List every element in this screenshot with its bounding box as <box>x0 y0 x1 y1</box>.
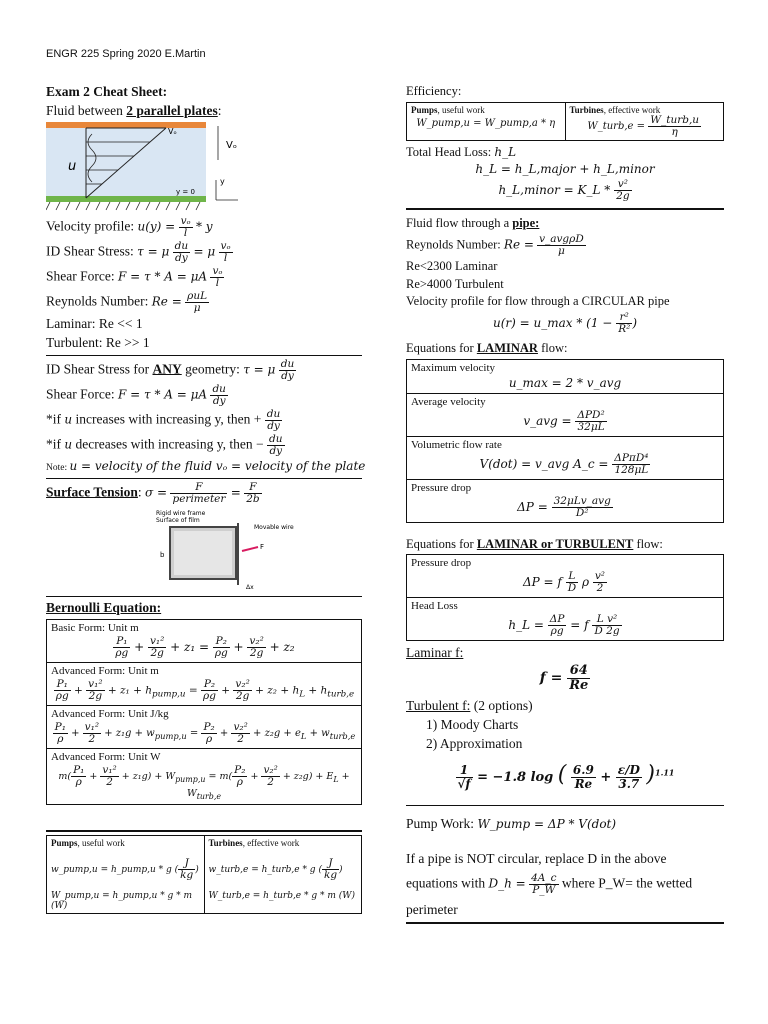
volumetric-flow-row: Volumetric flow rate V(dot) = v_avg A_c = $\frac{\text{ΔPπD⁴}}{128\mu L}$ <box>407 436 723 479</box>
pump-work-eq: Pump Work: W_pump = ΔP * V(dot) <box>406 815 617 831</box>
plate-velocity-label: Vₒ <box>168 126 177 136</box>
divider <box>46 355 362 356</box>
svg-text:Rigid wire frame: Rigid wire frame <box>156 509 206 517</box>
decrease-rule: *if u decreases with increasing y, then − $\frac{du}{dy}$ <box>46 432 283 457</box>
circular-velocity-eq: u(r) = u_max * (1 − $\frac{\text{r²}}{\text{R²}}$ ) <box>492 310 637 335</box>
bernoulli-advanced-jkg: Advanced Form: Unit J/kg $\frac{\text{P₁}}{\rho}$ + $\frac{\text{v₁²}}{2}$ + $z_1g + w_{pump,u}$ = $\frac{\text{P₂}}{\rho}$ + $\frac{\text{v₂²}}{2}$ + $z_2g + e_L + w_{turb,e}$ <box>47 705 361 748</box>
right-column <box>406 82 724 927</box>
origin-label: y = 0 <box>176 187 195 196</box>
svg-text:Surface of film: Surface of film <box>156 516 200 524</box>
total-head-loss-eq: h_L = h_L,major + h_L,minor <box>475 162 655 177</box>
divider <box>46 478 362 479</box>
sheet-title: Exam 2 Cheat Sheet: <box>46 84 168 99</box>
laminar-equations-box <box>406 359 724 523</box>
noncircular-note-2: equations with D_h = $\frac{4A\_c}{P\_W}$ where P_W= the wetted <box>406 872 693 897</box>
parallel-plates-heading: Fluid between 2 parallel plates: <box>46 102 222 118</box>
pipe-reynolds-eq: Reynolds Number: Re = $\frac{\text{v\_avgρD}}{\mu}$ <box>406 232 584 257</box>
lam-turb-equations-heading: Equations for LAMINAR or TURBULENT flow: <box>406 536 663 551</box>
haaland-eq: $\frac{1}{√f}$ = −1.8 log ( $\frac{6.9}{Re}$ + $\frac{\varepsilon/D}{3.7}$ )$^{1.11}$ <box>457 762 675 792</box>
wire-frame-diagram <box>46 507 362 593</box>
minor-head-loss-eq: h_L,minor = K_L * $\frac{\text{v²}}{2g}$ <box>498 178 630 203</box>
bernoulli-advanced-w: Advanced Form: Unit W m( $\frac{\text{P₁}}{\rho}$ + $\frac{\text{v₁²}}{2}$ + $z_1g) + W_{pump,u} = m$( $\frac{\text{P₂}}{\rho}$ + $\frac{\text{v₂²}}{2}$ + $z_2g) + E_L + W_{turb,e}$ <box>47 748 361 804</box>
efficiency-table: Pumps, useful work W_pump,u = W_pump,a * η Turbines, effective work W_turb,e = $\frac{\text{W\_turb,u}}{\eta}$ <box>406 102 724 141</box>
bernoulli-basic: Basic Form: Unit m $\frac{\text{P₁}}{\rho g}$ + $\frac{\text{v₁²}}{2g}$ + z₁ = $\frac{\text{P₂}}{\rho g}$ + $\frac{\text{v₂²}}{2g}$ + z₂ <box>51 621 295 659</box>
shear-stress-any-eq: ID Shear Stress for ANY geometry: τ = μ $\frac{du}{dy}$ <box>46 357 295 382</box>
avg-velocity-row: Average velocity v_avg = $\frac{\text{ΔPD²}}{32\mu L}$ <box>407 393 723 436</box>
turbulent-criterion: Turbulent: Re >> 1 <box>46 334 150 350</box>
laminar-f-eq: f = $\frac{64}{Re}$ <box>539 663 589 693</box>
left-column <box>46 82 366 914</box>
bernoulli-advanced-m: Advanced Form: Unit m $\frac{\text{P₁}}{\rho g}$ + $\frac{\text{v₁²}}{2g}$ + $z_1 + h_{pump,u}$ = $\frac{\text{P₂}}{\rho g}$ + $\frac{\text{v₂²}}{2g}$ + $z_2 + h_L + h_{turb,e}$ <box>47 662 361 705</box>
pipe-heading: Fluid flow through a pipe: <box>406 216 540 231</box>
reynolds-plates-eq: Reynolds Number: Re = $\frac{\text{ρuL}}{\mu}$ <box>46 289 208 314</box>
svg-text:Δx: Δx <box>246 583 254 591</box>
divider <box>406 805 724 806</box>
surface-tension-eq: Surface Tension: σ = $\frac{F}{\text{perimeter}}$ = $\frac{F}{2b}$ <box>46 480 260 505</box>
noncircular-note-3: perimeter <box>406 902 458 918</box>
circular-velocity-heading: Velocity profile for flow through a CIRCULAR pipe <box>406 294 670 309</box>
shear-stress-1d-eq: ID Shear Stress: τ = μ $\frac{du}{dy}$ = μ $\frac{\text{vₒ}}{l}$ <box>46 239 231 264</box>
divider <box>46 830 362 832</box>
increase-rule: *if u increases with increasing y, then + $\frac{du}{dy}$ <box>46 407 281 432</box>
option-approximation: 2) Approximation <box>426 736 523 752</box>
laminar-criterion: Laminar: Re << 1 <box>46 315 143 331</box>
bernoulli-title: Bernoulli Equation: <box>46 599 162 615</box>
general-pressure-drop-row: Pressure drop ΔP = f $\frac{L}{D}$ ρ $\frac{\text{v²}}{2}$ <box>411 557 605 595</box>
lam-turb-equations-box <box>406 554 724 641</box>
y-axis-label: y <box>220 176 225 186</box>
velocity-note: Note: u = velocity of the fluid vₒ = velocity of the plate <box>46 458 366 473</box>
head-loss-heading: Total Head Loss: h_L <box>406 144 517 159</box>
divider <box>46 596 362 597</box>
re-turbulent: Re>4000 Turbulent <box>406 276 504 291</box>
noncircular-note-1: If a pipe is NOT circular, replace D in the above <box>406 850 667 866</box>
bernoulli-box <box>46 619 362 805</box>
svg-text:Movable wire: Movable wire <box>254 523 294 531</box>
plate-velocity-side-label: Vₒ <box>226 139 237 151</box>
head-loss-row: Head Loss h_L = $\frac{\Delta P}{\rho g}$ = f $\frac{\text{L v²}}{D 2g}$ <box>407 597 723 640</box>
velocity-profile-eq: Velocity profile: u(y) = $\frac{\text{vₒ}}{l}$ * y <box>46 214 213 239</box>
shear-force-eq: Shear Force: F = τ * A = μA $\frac{\text{vₒ}}{l}$ <box>46 264 223 289</box>
option-moody: 1) Moody Charts <box>426 717 519 733</box>
svg-text:b: b <box>160 550 165 559</box>
document-header: ENGR 225 Spring 2020 E.Martin <box>46 48 206 60</box>
divider <box>406 208 724 210</box>
efficiency-heading: Efficiency: <box>406 84 462 98</box>
divider <box>406 922 724 924</box>
max-velocity-row: Maximum velocity u_max = 2 * v_avg <box>411 361 622 390</box>
turbulent-f-heading: Turbulent f: (2 options) <box>406 698 533 714</box>
shear-force-any-eq: Shear Force: F = τ * A = μA $\frac{du}{dy}$ <box>46 382 226 407</box>
fluid-u-label: u <box>68 158 77 174</box>
laminar-pressure-drop-row: Pressure drop ΔP = $\frac{\text{32μLv\_avg}}{\text{D²}}$ <box>407 479 723 522</box>
laminar-equations-heading: Equations for LAMINAR flow: <box>406 340 568 355</box>
laminar-f-heading: Laminar f: <box>406 645 464 661</box>
pump-turbine-work-table: Pumps, useful work w_pump,u = h_pump,u * g ( $\frac{J}{kg}$ ) W_pump,u = h_pump,u * g * m (W) Turbines, effective work w_turb,e = h_turb,e * g ( $\frac{J}{kg}$ ) W_turb,e = h_turb,e * g * m (W) <box>46 835 362 914</box>
svg-text:F: F <box>260 542 265 551</box>
re-laminar: Re<2300 Laminar <box>406 258 498 273</box>
parallel-plates-diagram <box>46 122 256 214</box>
